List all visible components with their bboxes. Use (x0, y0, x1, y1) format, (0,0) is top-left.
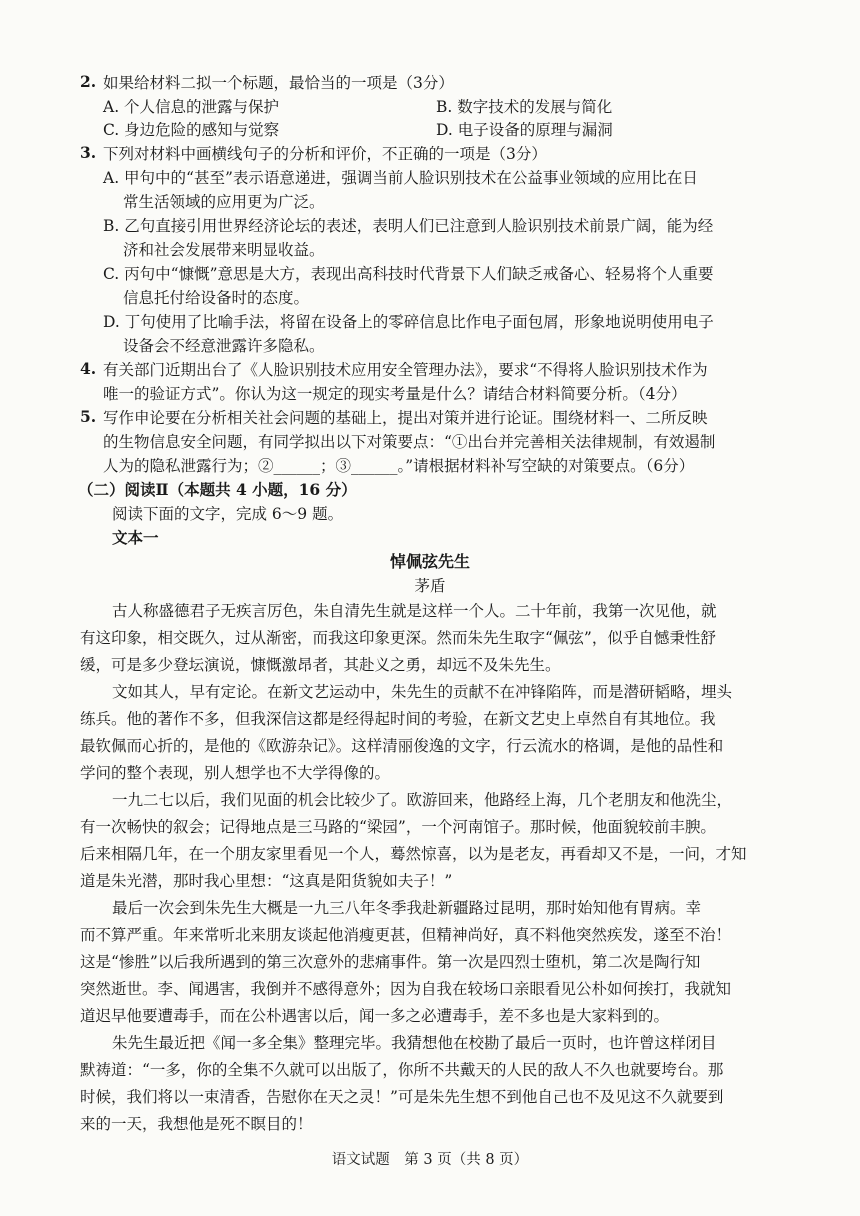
q3-option-b-line1: B. 乙句直接引用世界经济论坛的表述，表明人们已注意到人脸识别技术前景广阔，能为经 (103, 217, 714, 235)
q3-number: 3. (80, 143, 97, 162)
q2-number: 2. (80, 72, 97, 91)
section-heading: （二）阅读Ⅱ（本题共 4 小题，16 分） (78, 480, 357, 499)
q3-option-c-line2: 信息托付给设备时的态度。 (123, 289, 310, 307)
article-author: 茅盾 (414, 577, 446, 595)
article-line: 突然逝世。李、闻遇害，我倒并不感得意外；因为自我在较场口亲眼看见公朴如何挨打，我就知 (80, 980, 732, 998)
q3-stem: 下列对材料中画横线句子的分析和评价，不正确的一项是（3分） (103, 145, 547, 163)
article-line: 道迟早他要遭毒手，而在公朴遇害以后，闻一多之必遭毒手，差不多也是大家料到的。 (80, 1007, 670, 1025)
q3-option-b-line2: 济和社会发展带来明显收益。 (123, 241, 325, 259)
article-line: 这是“惨胜”以后我所遇到的第三次意外的悲痛事件。第一次是四烈士堕机，第二次是陶行知 (80, 953, 701, 971)
article-title: 悼佩弦先生 (389, 552, 470, 571)
article-line: 道是朱光潜，那时我心里想：“这真是阳货貌如夫子！” (80, 872, 453, 890)
article-line: 古人称盛德君子无疾言厉色，朱自清先生就是这样一个人。二十年前，我第一次见他，就 (112, 602, 717, 620)
q3-option-d-line1: D. 丁句使用了比喻手法，将留在设备上的零碎信息比作电子面包屑，形象地说明使用电子 (103, 313, 714, 331)
article-line: 最钦佩而心折的，是他的《欧游杂记》。这样清丽俊逸的文字，行云流水的格调，是他的品性和 (80, 737, 724, 755)
q2-option-c: C. 身边危险的感知与觉察 (103, 121, 280, 139)
section-instruction: 阅读下面的文字，完成 6～9 题。 (112, 505, 344, 523)
article-line: 有一次畅快的叙会；记得地点是三马路的“梁园”，一个河南馆子。那时候，他面貌较前丰腴。 (80, 818, 716, 836)
article-line: 默祷道：“一多，你的全集不久就可以出版了，你所不共戴天的人民的敌人不久也就要垮台。那 (80, 1061, 724, 1079)
article-line: 最后一次会到朱先生大概是一九三八年冬季我赴新疆路过昆明，那时始知他有胃病。幸 (112, 899, 702, 917)
q2-option-a: A. 个人信息的泄露与保护 (103, 98, 280, 116)
q3-option-a-line2: 常生活领域的应用更为广泛。 (123, 193, 325, 211)
article-line: 一九二七以后，我们见面的机会比较少了。欧游回来，他路经上海，几个老朋友和他洗尘， (112, 791, 733, 809)
q4-line1: 有关部门近期出台了《人脸识别技术应用安全管理办法》，要求“不得将人脸识别技术作为 (103, 361, 708, 379)
article-line: 有这印象，相交既久，过从渐密，而我这印象更深。然而朱先生取字“佩弦”，似乎自憾秉性舒 (80, 629, 716, 647)
article-line: 练兵。他的著作不多，但我深信这都是经得起时间的考验，在新文艺史上卓然自有其地位。我 (80, 710, 716, 728)
article-line: 时候，我们将以一束清香，告慰你在天之灵！”可是朱先生想不到他自己也不及见这不久就要到 (80, 1088, 724, 1106)
page-footer: 语文试题 第 3 页（共 8 页） (331, 1152, 529, 1168)
q3-option-c-line1: C. 丙句中“慷慨”意思是大方，表现出高科技时代背景下人们缺乏戒备心、轻易将个人重要 (103, 265, 714, 283)
article-line: 而不算严重。年来常听北来朋友谈起他消瘦更甚，但精神尚好，真不料他突然疾发，遂至不治！ (80, 926, 732, 944)
text-label: 文本一 (112, 528, 159, 547)
article-line: 文如其人，早有定论。在新文艺运动中，朱先生的贡献不在冲锋陷阵，而是潜研韬略，埋头 (112, 683, 733, 701)
q5-line2: 的生物信息安全问题，有同学拟出以下对策要点：“①出台并完善相关法律规制，有效遏制 (103, 433, 716, 451)
q4-number: 4. (80, 359, 97, 378)
article-line: 学问的整个表现，别人想学也不大学得像的。 (80, 764, 391, 782)
q3-option-a-line1: A. 甲句中的“甚至”表示语意递进，强调当前人脸识别技术在公益事业领域的应用比在日 (103, 169, 698, 187)
q4-line2: 唯一的验证方式”。你认为这一规定的现实考量是什么？请结合材料简要分析。（4分） (103, 385, 687, 403)
article-line: 来的一天，我想他是死不瞑目的！ (80, 1115, 313, 1133)
q2-stem: 如果给材料二拟一个标题，最恰当的一项是（3分） (103, 74, 454, 92)
q5-line3: 人为的隐私泄露行为；②______；③______。”请根据材料补写空缺的对策要点。（6分） (103, 457, 695, 475)
article-line: 缓，可是多少登坛演说，慷慨激昂者，其赴义之勇，却远不及朱先生。 (80, 656, 561, 674)
q2-option-d: D. 电子设备的原理与漏洞 (436, 121, 613, 139)
q5-number: 5. (80, 407, 97, 426)
article-line: 后来相隔几年，在一个朋友家里看见一个人，蓦然惊喜，以为是老友，再看却又不是，一问，才知 (80, 845, 747, 863)
q5-line1: 写作申论要在分析相关社会问题的基础上，提出对策并进行论证。围绕材料一、二所反映 (103, 409, 708, 427)
article-line: 朱先生最近把《闻一多全集》整理完毕。我猜想他在校勘了最后一页时，也许曾这样闭目 (112, 1034, 717, 1052)
q2-option-b: B. 数字技术的发展与简化 (436, 98, 613, 116)
q3-option-d-line2: 设备会不经意泄露许多隐私。 (123, 337, 325, 355)
